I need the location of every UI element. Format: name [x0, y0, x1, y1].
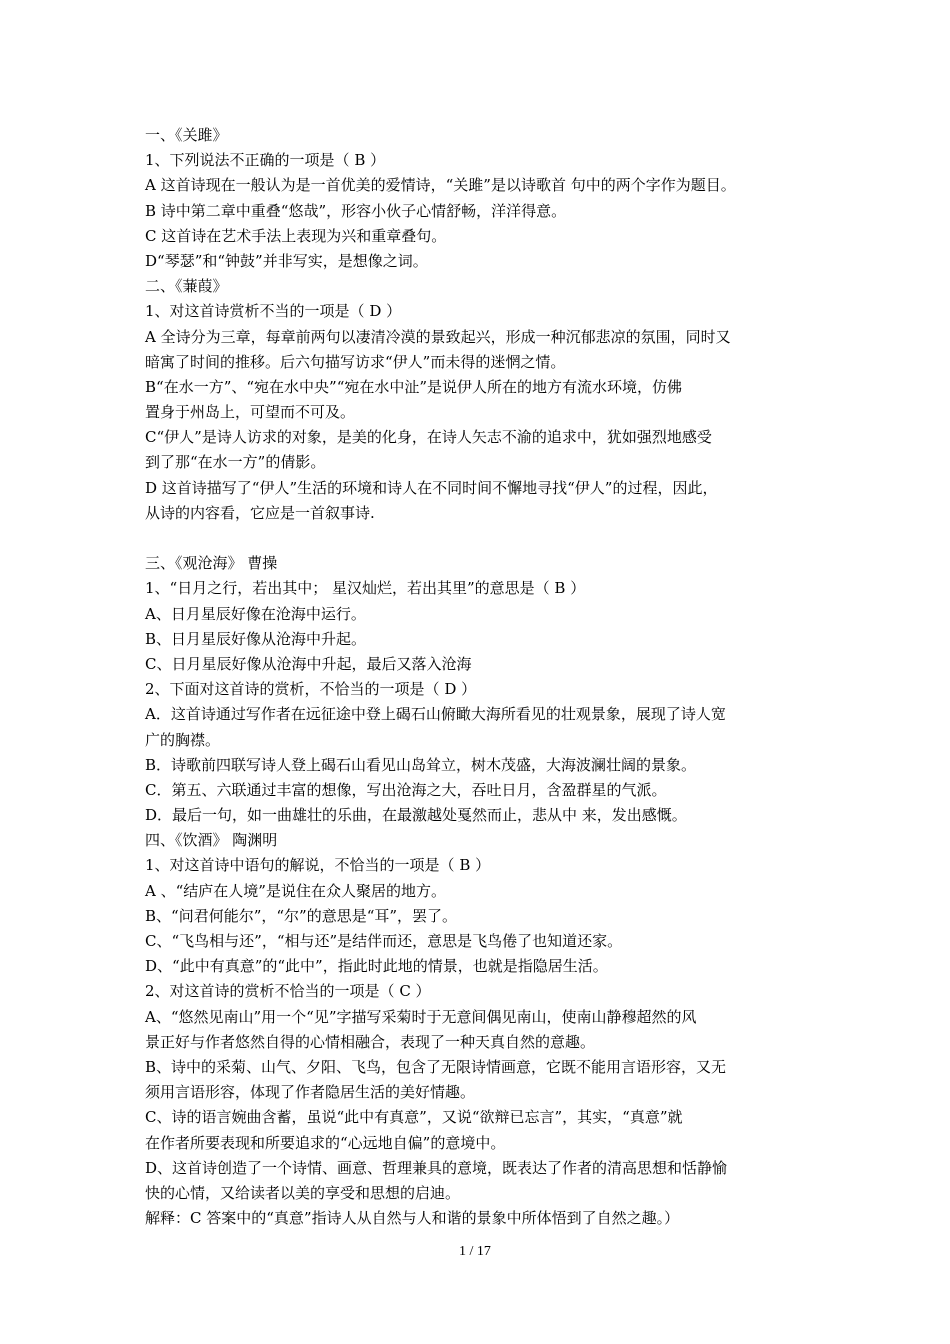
text-line: 1、对这首诗赏析不当的一项是（ D ）	[145, 302, 402, 321]
text-line: B“在水一方”、“宛在水中央”“宛在水中沚”是说伊人所在的地方有流水环境，仿佛	[145, 377, 683, 396]
text-line: C 这首诗在艺术手法上表现为兴和重章叠句。	[145, 226, 447, 245]
text-line: C、“飞鸟相与还”，“相与还”是结伴而还，意思是飞鸟倦了也知道还家。	[145, 932, 623, 950]
text-line: C．第五、六联通过丰富的想像，写出沧海之大，吞吐日月，含盈群星的气派。	[145, 780, 667, 799]
text-line: D．最后一句，如一曲雄壮的乐曲，在最激越处戛然而止，悲从中 来，发出感慨。	[145, 806, 687, 825]
text-line: 须用言语形容，体现了作者隐居生活的美好情趣。	[145, 1083, 476, 1102]
text-line: 1、对这首诗中语句的解说，不恰当的一项是（ B ）	[145, 856, 491, 875]
text-line: D“琴瑟”和“钟鼓”并非写实，是想像之词。	[145, 251, 428, 270]
text-line: 2、对这首诗的赏析不恰当的一项是（ C ）	[145, 982, 431, 1001]
text-line: A、日月星辰好像在沧海中运行。	[145, 604, 366, 623]
text-line: B．诗歌前四联写诗人登上碣石山看见山岛耸立，树木茂盛，大海波澜壮阔的景象。	[145, 755, 697, 774]
text-line: 2、下面对这首诗的赏析，不恰当的一项是（ D ）	[145, 680, 477, 699]
text-line: 到了那“在水一方”的倩影。	[145, 453, 326, 472]
text-line: D、“此中有真意”的“此中”，指此时此地的情景，也就是指隐居生活。	[145, 957, 608, 976]
text-line: 广的胸襟。	[145, 730, 221, 749]
text-line: 三、《观沧海》 曹操	[145, 554, 278, 573]
text-line: B、日月星辰好像从沧海中升起。	[145, 629, 367, 648]
text-line: 置身于州岛上，可望而不可及。	[145, 403, 356, 422]
text-line: 景正好与作者悠然自得的心情相融合，表现了一种天真自然的意趣。	[145, 1032, 596, 1051]
text-line: B 诗中第二章中重叠“悠哉”，形容小伙子心情舒畅，洋洋得意。	[145, 201, 567, 220]
text-line: 二、《蒹葭》	[145, 277, 228, 296]
text-line: A 这首诗现在一般认为是一首优美的爱情诗，“关雎”是以诗歌首 句中的两个字作为题目。	[145, 176, 736, 195]
text-line: A、“悠然见南山”用一个“见”字描写采菊时于无意间偶见南山，使南山静穆超然的风	[145, 1007, 697, 1026]
text-line: A．这首诗通过写作者在远征途中登上碣石山俯瞰大海所看见的壮观景象，展现了诗人宽	[145, 705, 726, 724]
text-line: D 这首诗描写了“伊人”生活的环境和诗人在不同时间不懈地寻找“伊人”的过程，因此，	[145, 478, 718, 497]
text-line: 从诗的内容看，它应是一首叙事诗.	[145, 503, 375, 522]
blank-line	[145, 526, 825, 551]
text-line: 一、《关雎》	[145, 126, 228, 144]
text-line: 解释：C 答案中的“真意”指诗人从自然与人和谐的景象中所体悟到了自然之趣。）	[145, 1209, 680, 1228]
text-line: C、诗的语言婉曲含蓄，虽说“此中有真意”，又说“欲辩已忘言”，其实，“真意”就	[145, 1108, 683, 1127]
text-line: 四、《饮酒》 陶渊明	[145, 831, 278, 850]
page-number: 1 / 17	[459, 1244, 491, 1259]
text-line: 1、下列说法不正确的一项是（ B ）	[145, 151, 386, 170]
text-line: C“伊人”是诗人访求的对象，是美的化身，在诗人矢志不渝的追求中，犹如强烈地感受	[145, 428, 712, 447]
text-line: C、日月星辰好像从沧海中升起，最后又落入沧海	[145, 654, 472, 673]
text-line: A 、“结庐在人境”是说住在众人聚居的地方。	[145, 881, 446, 900]
document-body	[145, 123, 825, 1231]
text-line: B、诗中的采菊、山气、夕阳、飞鸟，包含了无限诗情画意，它既不能用言语形容，又无	[145, 1057, 727, 1076]
text-line: 1、“日月之行，若出其中； 星汉灿烂，若出其里”的意思是（ B ）	[145, 579, 586, 598]
text-line: 快的心情，又给读者以美的享受和思想的启迪。	[145, 1183, 461, 1202]
text-line: D、这首诗创造了一个诗情、画意、哲理兼具的意境，既表达了作者的清高思想和恬静愉	[145, 1158, 728, 1177]
text-line: B、“问君何能尔”，“尔”的意思是“耳”，罢了。	[145, 906, 458, 925]
text-line: 在作者所要表现和所要追求的“心远地自偏”的意境中。	[145, 1133, 506, 1152]
text-line: A 全诗分为三章，每章前两句以凄清冷漠的景致起兴，形成一种沉郁悲凉的氛围，同时又	[145, 327, 731, 346]
text-line: 暗寓了时间的推移。后六句描写访求“伊人”而未得的迷惘之情。	[145, 352, 566, 371]
